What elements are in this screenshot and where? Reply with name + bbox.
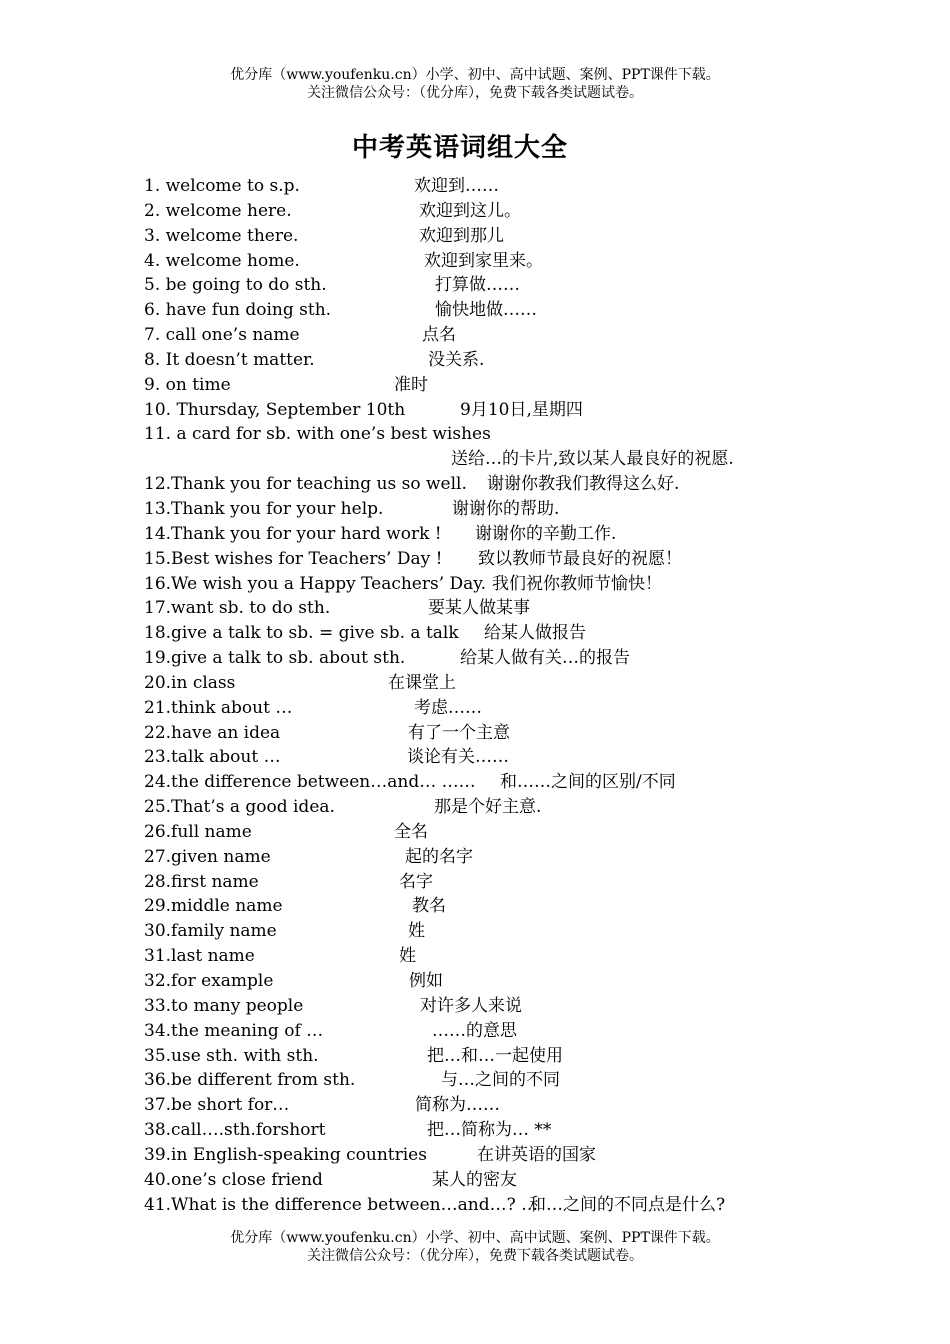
chinese-meaning: 送给…的卡片,致以某人最良好的祝愿. [451,449,734,470]
chinese-meaning: 谢谢你的辛勤工作. [475,523,617,544]
list-item [144,273,924,298]
list-item [144,646,924,671]
english-phrase: 40.one’s close friend [144,1169,323,1190]
chinese-meaning: 把…和…一起使用 [427,1045,563,1066]
chinese-meaning: 谈论有关…… [407,747,509,768]
list-item [144,919,924,944]
list-item [144,994,924,1019]
chinese-meaning: 考虑…… [414,697,482,718]
list-item [144,1093,924,1118]
chinese-meaning: 欢迎到家里来。 [424,250,543,271]
document-title: 中考英语词组大全 [351,133,568,163]
chinese-meaning: 愉快地做…… [435,300,537,321]
list-item [144,1118,924,1143]
chinese-meaning: 我们祝你教师节愉快！ [492,573,662,594]
list-item [144,373,924,398]
footer-line-1: 优分库（www.youfenku.cn）小学、初中、高中试题、案例、PPT课件下载。 [230,1230,720,1246]
list-item [144,745,924,770]
list-item [144,1193,924,1218]
english-phrase: 23.talk about … [144,747,281,768]
list-item [144,522,924,547]
list-item [144,696,924,721]
english-phrase: 24.the difference between…and… …… [144,772,476,793]
chinese-meaning: 姓 [408,921,425,942]
english-phrase: 1. welcome to s.p. [144,176,300,196]
list-item [144,249,924,274]
chinese-meaning: 欢迎到这儿。 [419,200,521,221]
english-phrase: 22.have an idea [144,722,281,743]
chinese-meaning: 姓 [399,946,416,967]
chinese-meaning: 给某人做报告 [484,623,586,644]
english-phrase: 34.the meaning of … [144,1020,324,1041]
list-item [144,422,924,447]
chinese-meaning: 没关系. [428,349,485,370]
list-item [144,472,924,497]
english-phrase: 36.be different from sth. [144,1070,356,1091]
footer-line-2: 关注微信公众号：（优分库），免费下载各类试题试卷。 [307,1248,643,1264]
list-item [144,1168,924,1193]
english-phrase: 13.Thank you for your help. [144,498,384,519]
chinese-meaning: ……的意思 [432,1020,517,1041]
english-phrase: 9. on time [144,374,231,395]
chinese-meaning: 简称为…… [415,1095,500,1116]
chinese-meaning: 名字 [399,871,433,892]
english-phrase: 11. a card for sb. with one’s best wishes [144,424,491,445]
english-phrase: 18.give a talk to sb. = give sb. a talk [144,623,459,644]
chinese-meaning: 欢迎到…… [414,176,499,196]
chinese-meaning: 对许多人来说 [420,995,522,1016]
chinese-meaning: 打算做…… [435,275,520,296]
list-item [144,1068,924,1093]
list-item [144,298,924,323]
english-phrase: 10. Thursday, September 10th [144,399,406,420]
chinese-meaning: 和…之间的不同点是什么? [529,1194,726,1215]
chinese-meaning: 9月10日,星期四 [460,399,583,420]
english-phrase: 19.give a talk to sb. about sth. [144,648,406,669]
list-item [144,1019,924,1044]
chinese-meaning: 给某人做有关…的报告 [460,648,630,669]
english-phrase: 4. welcome home. [144,250,300,271]
english-phrase: 20.in class [144,672,236,693]
english-phrase: 33.to many people [144,995,304,1016]
header-line-2: 关注微信公众号：（优分库），免费下载各类试题试卷。 [307,85,643,101]
chinese-meaning: 教名 [412,896,446,917]
list-item [144,969,924,994]
english-phrase: 28.first name [144,871,259,892]
chinese-meaning: 和……之间的区别/不同 [500,772,676,793]
english-phrase: 12.Thank you for teaching us so well. [144,474,467,495]
list-item [144,447,924,472]
list-item [144,870,924,895]
list-item [144,621,924,646]
english-phrase: 14.Thank you for your hard work ! [144,523,442,544]
english-phrase: 3. welcome there. [144,225,299,246]
list-item [144,845,924,870]
english-phrase: 30.family name [144,921,277,942]
list-item [144,596,924,621]
chinese-meaning: 把…简称为… ** [427,1120,552,1141]
chinese-meaning: 某人的密友 [432,1169,517,1190]
chinese-meaning: 与…之间的不同 [441,1070,560,1091]
list-item [144,572,924,597]
english-phrase: 16.We wish you a Happy Teachers’ Day. [144,573,487,594]
list-item [144,224,924,249]
english-phrase: 39.in English-speaking countries [144,1144,427,1165]
english-phrase: 17.want sb. to do sth. [144,598,331,619]
chinese-meaning: 例如 [409,971,443,991]
english-phrase: 31.last name [144,946,255,967]
chinese-meaning: 那是个好主意. [434,797,542,818]
chinese-meaning: 在课堂上 [388,672,456,693]
list-item [144,398,924,423]
chinese-meaning: 欢迎到那儿 [419,225,504,246]
english-phrase: 38.call….sth.forshort [144,1120,326,1141]
chinese-meaning: 谢谢你的帮助. [452,498,560,519]
chinese-meaning: 要某人做某事 [428,598,530,619]
english-phrase: 35.use sth. with sth. [144,1045,319,1066]
list-item [144,1143,924,1168]
list-item [144,1044,924,1069]
list-item [144,497,924,522]
chinese-meaning: 起的名字 [405,846,473,867]
chinese-meaning: 有了一个主意 [408,722,510,743]
english-phrase: 15.Best wishes for Teachers’ Day ! [144,548,443,569]
chinese-meaning: 点名 [422,325,456,346]
list-item [144,795,924,820]
chinese-meaning: 在讲英语的国家 [477,1144,596,1165]
list-item [144,199,924,224]
english-phrase: 21.think about … [144,697,293,718]
list-item [144,894,924,919]
list-item [144,671,924,696]
list-item [144,323,924,348]
chinese-meaning: 致以教师节最良好的祝愿！ [478,548,682,569]
chinese-meaning: 准时 [394,374,428,395]
english-phrase: 29.middle name [144,896,283,917]
chinese-meaning: 全名 [394,821,428,842]
english-phrase: 32.for example [144,971,274,991]
list-item [144,721,924,746]
english-phrase: 27.given name [144,846,271,867]
list-item [144,944,924,969]
page-footer [0,1229,950,1265]
chinese-meaning: 谢谢你教我们教得这么好. [487,474,680,495]
list-item [144,174,924,199]
english-phrase: 41.What is the difference between…and…? … [144,1194,539,1215]
page-header [0,66,950,102]
english-phrase: 26.full name [144,821,252,842]
list-item [144,820,924,845]
english-phrase: 8. It doesn’t matter. [144,349,315,370]
english-phrase: 25.That’s a good idea. [144,797,335,818]
header-line-1: 优分库（www.youfenku.cn）小学、初中、高中试题、案例、PPT课件下载。 [230,67,720,83]
english-phrase: 7. call one’s name [144,325,300,346]
english-phrase: 6. have fun doing sth. [144,300,332,321]
english-phrase: 5. be going to do sth. [144,275,327,296]
list-item [144,547,924,572]
english-phrase: 2. welcome here. [144,200,292,221]
list-item [144,348,924,373]
english-phrase: 37.be short for… [144,1095,290,1116]
phrase-list [144,174,924,1217]
list-item [144,770,924,795]
